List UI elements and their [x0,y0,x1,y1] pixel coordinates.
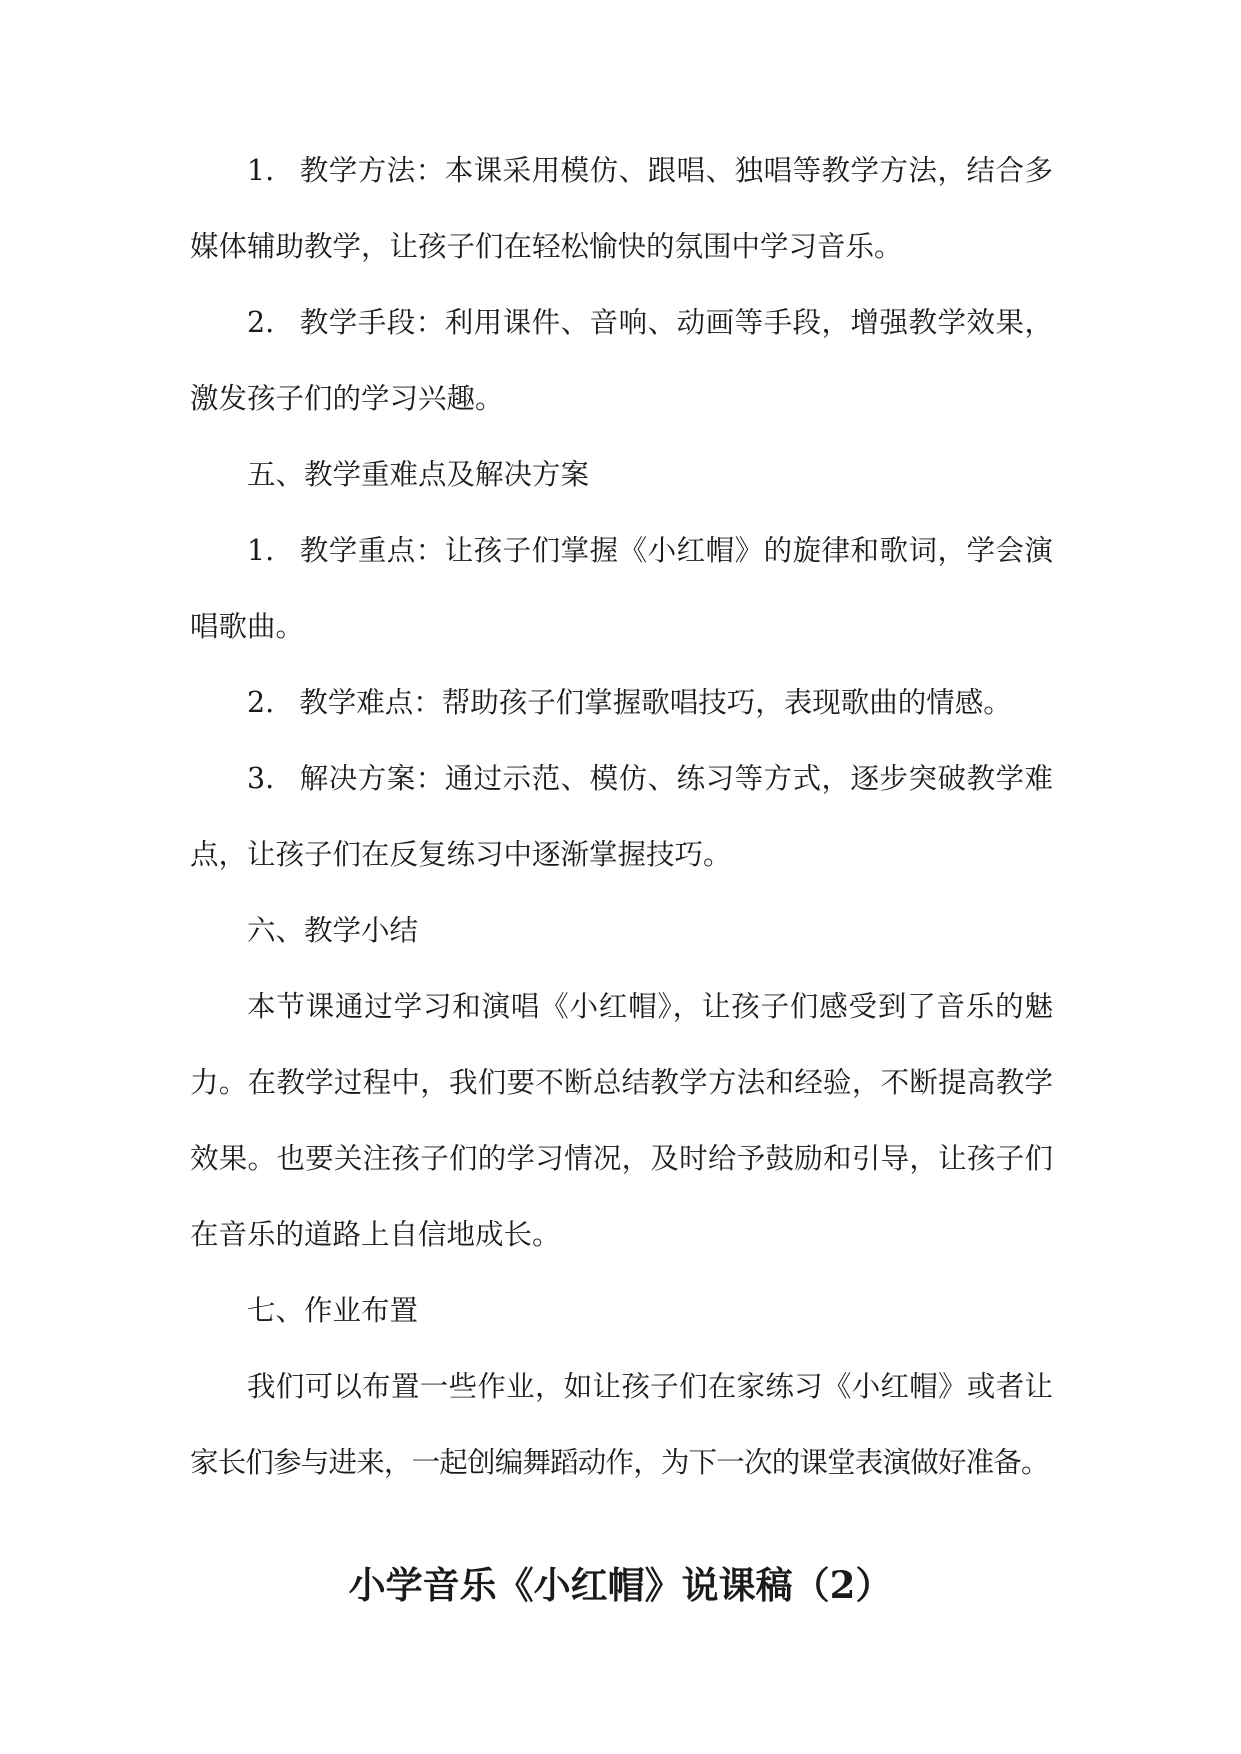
paragraph-line: 效果。也要关注孩子们的学习情况，及时给予鼓励和引导，让孩子们 [190,1142,1053,1175]
paragraph-difficulties [190,665,1053,741]
paragraph-line: 家长们参与进来，一起创编舞蹈动作，为下一次的课堂表演做好准备。 [190,1446,1049,1479]
section-heading: 六、教学小结 [247,914,419,947]
paragraph-line: 2. 教学手段：利用课件、音响、动画等手段，增强教学效果， [247,306,1053,339]
paragraph-teaching-method [190,133,1053,285]
paragraph-line: 在音乐的道路上自信地成长。 [190,1218,561,1251]
document-title: 小学音乐《小红帽》说课稿（2） [348,1563,893,1607]
paragraph-line: 媒体辅助教学，让孩子们在轻松愉快的氛围中学习音乐。 [190,230,903,263]
section-heading: 五、教学重难点及解决方案 [247,458,590,491]
paragraph-key-points [190,513,1053,665]
paragraph-line: 点，让孩子们在反复练习中逐渐掌握技巧。 [190,838,732,871]
document-body [190,133,1053,1501]
paragraph-solution [190,741,1053,893]
paragraph-line: 本节课通过学习和演唱《小红帽》，让孩子们感受到了音乐的魅 [247,990,1053,1023]
paragraph-line: 1. 教学重点：让孩子们掌握《小红帽》的旋律和歌词，学会演 [247,534,1053,567]
paragraph-homework [190,1349,1053,1501]
paragraph-teaching-means [190,285,1053,437]
section-heading-7 [190,1273,1053,1349]
paragraph-line: 3. 解决方案：通过示范、模仿、练习等方式，逐步突破教学难 [247,762,1053,795]
paragraph-line: 我们可以布置一些作业，如让孩子们在家练习《小红帽》或者让 [247,1370,1053,1403]
paragraph-line: 激发孩子们的学习兴趣。 [190,382,504,415]
paragraph-line: 1. 教学方法：本课采用模仿、跟唱、独唱等教学方法，结合多 [247,154,1053,187]
section-heading-5 [190,437,1053,513]
paragraph-line: 2. 教学难点：帮助孩子们掌握歌唱技巧，表现歌曲的情感。 [247,686,1012,719]
paragraph-line: 唱歌曲。 [190,610,305,643]
paragraph-summary [190,969,1053,1273]
section-heading: 七、作业布置 [247,1294,419,1327]
paragraph-line: 力。在教学过程中，我们要不断总结教学方法和经验，不断提高教学 [190,1066,1053,1099]
section-heading-6 [190,893,1053,969]
